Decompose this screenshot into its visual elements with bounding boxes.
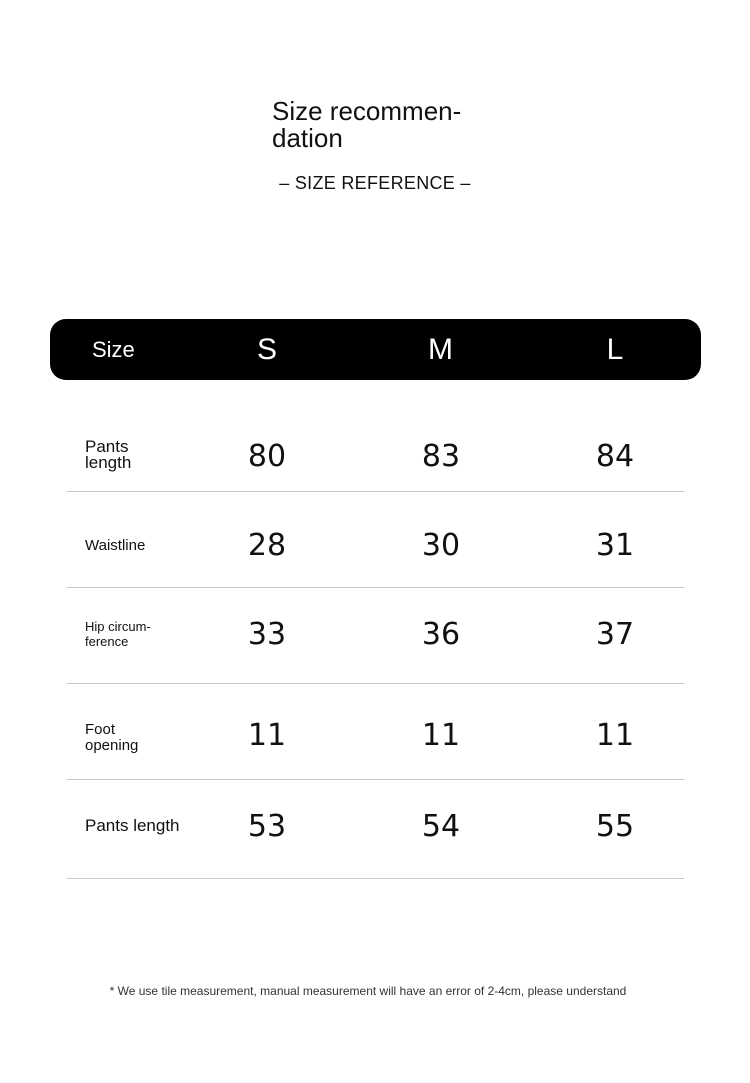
value-s: 53 — [247, 809, 287, 844]
value-s: 28 — [247, 528, 287, 563]
header-size-label: Size — [92, 337, 135, 362]
table-row-pants-length-2 — [67, 780, 684, 879]
measurement-footnote: * We use tile measurement, manual measurement will have an error of 2-4cm, please understand — [109, 984, 627, 998]
table-row-hip-circumference — [67, 588, 684, 684]
row-label-line: length — [85, 453, 132, 472]
title-line-2: dation — [272, 123, 343, 153]
header-size-l: L — [606, 333, 624, 366]
row-label — [85, 818, 180, 834]
value-s: 80 — [247, 439, 287, 474]
value-l: 31 — [595, 528, 635, 563]
value-m: 83 — [421, 439, 461, 474]
value-m: 30 — [421, 528, 461, 563]
row-label-line: ference — [85, 634, 129, 649]
row-label — [85, 619, 151, 649]
value-l: 84 — [595, 439, 635, 474]
row-label — [85, 538, 145, 554]
value-l: 11 — [595, 718, 635, 753]
row-label — [85, 722, 138, 754]
value-m: 36 — [421, 617, 461, 652]
row-label-line: Pants length — [85, 816, 180, 835]
header-size-m: M — [428, 333, 453, 366]
value-l: 37 — [595, 617, 635, 652]
title-line-1: Size recommen- — [272, 96, 462, 126]
value-m: 54 — [421, 809, 461, 844]
row-label-line: Waistline — [85, 537, 146, 554]
value-m: 11 — [421, 718, 461, 753]
table-row-pants-length — [67, 412, 684, 492]
row-label-line: Foot — [85, 721, 116, 738]
header-size-s: S — [256, 333, 277, 366]
row-label — [85, 439, 131, 471]
subtitle: – SIZE REFERENCE – — [279, 173, 471, 193]
row-label-line: opening — [85, 737, 139, 754]
row-label-line: Hip circum- — [85, 619, 151, 634]
value-s: 33 — [247, 617, 287, 652]
value-s: 11 — [247, 718, 287, 753]
row-label-line: Pants — [85, 437, 129, 456]
value-l: 55 — [595, 809, 635, 844]
page-title — [272, 98, 502, 152]
size-header-bar — [50, 319, 701, 380]
table-row-foot-opening — [67, 684, 684, 780]
table-row-waistline — [67, 492, 684, 588]
